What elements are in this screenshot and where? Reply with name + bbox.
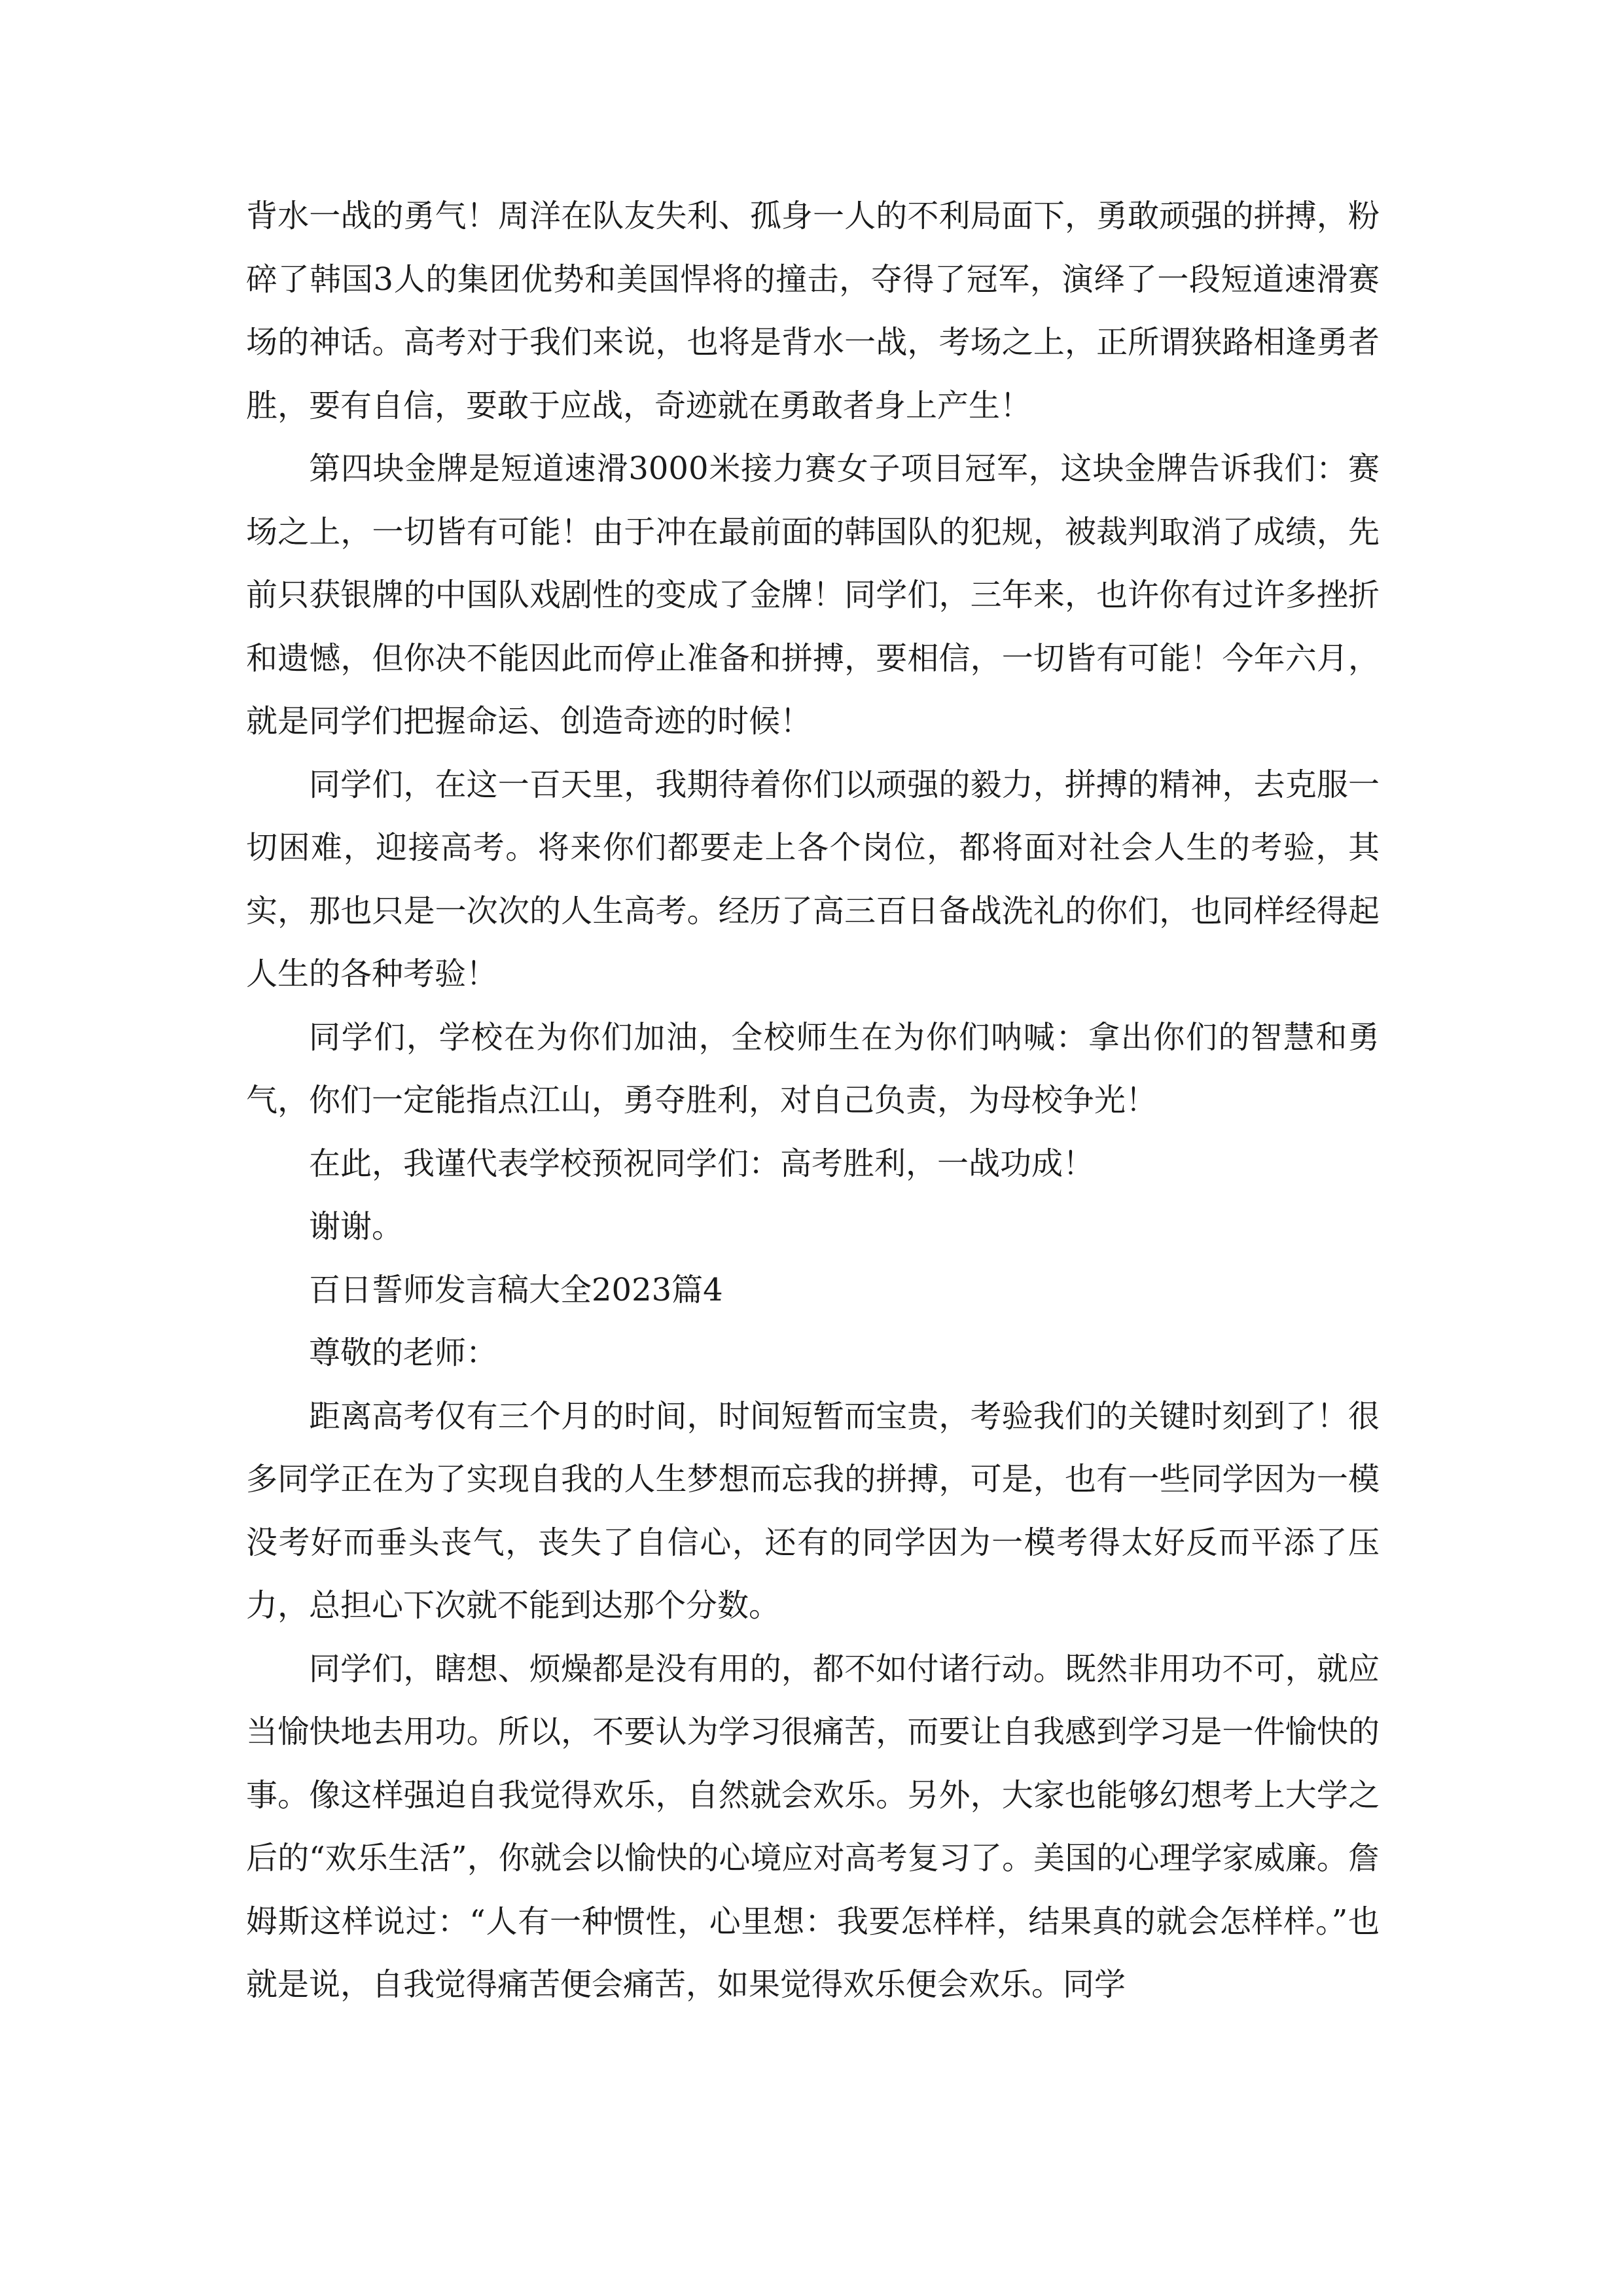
paragraph-4: 同学们，学校在为你们加油，全校师生在为你们呐喊：拿出你们的智慧和勇气，你们一定能指点江山，勇夺胜利，对自己负责，为母校争光！ [246, 1018, 1380, 1119]
paragraph-9: 距离高考仅有三个月的时间，时间短暂而宝贵，考验我们的关键时刻到了！很多同学正在为了实现自我的人生梦想而忘我的拼搏，可是，也有一些同学因为一模没考好而垂头丧气，丧失了自信心，还有的同学因为一模考得太好反而平添了压力，总担心下次就不能到达那个分数。 [246, 1397, 1380, 1624]
salutation: 尊敬的老师： [309, 1335, 498, 1371]
paragraph-10: 同学们，瞎想、烦燥都是没有用的，都不如付诸行动。既然非用功不可，就应当愉快地去用功。所以，不要认为学习很痛苦，而要让自我感到学习是一件愉快的事。像这样强迫自我觉得欢乐，自然就会欢乐。另外，大家也能够幻想考上大学之后的“欢乐生活”，你就会以愉快的心境应对高考复习了。美国的心理学家威廉。詹姆斯这样说过：“人有一种惯性，心里想：我要怎样样，结果真的就会怎样样。”也就是说，自我觉得痛苦便会痛苦，如果觉得欢乐便会欢乐。同学 [246, 1650, 1380, 2003]
document-body [246, 185, 1380, 2017]
paragraph-5: 在此，我谨代表学校预祝同学们：高考胜利，一战功成！ [309, 1145, 1095, 1182]
section-heading: 百日誓师发言稿大全2023篇4 [309, 1271, 723, 1308]
paragraph-3: 同学们，在这一百天里，我期待着你们以顽强的毅力，拼搏的精神，去克服一切困难，迎接高考。将来你们都要走上各个岗位，都将面对社会人生的考验，其实，那也只是一次次的人生高考。经历了高三百日备战洗礼的你们，也同样经得起人生的各种考验！ [246, 766, 1380, 992]
paragraph-2: 第四块金牌是短道速滑3000米接力赛女子项目冠军，这块金牌告诉我们：赛场之上，一切皆有可能！由于冲在最前面的韩国队的犯规，被裁判取消了成绩，先前只获银牌的中国队戏剧性的变成了金牌！同学们，三年来，也许你有过许多挫折和遗憾，但你决不能因此而停止准备和拼搏，要相信，一切皆有可能！今年六月，就是同学们把握命运、创造奇迹的时候！ [246, 450, 1380, 740]
paragraph-1: 背水一战的勇气！周洋在队友失利、孤身一人的不利局面下，勇敢顽强的拼搏，粉碎了韩国3人的集团优势和美国悍将的撞击，夺得了冠军，演绎了一段短道速滑赛场的神话。高考对于我们来说，也将是背水一战，考场之上，正所谓狭路相逢勇者胜，要有自信，要敢于应战，奇迹就在勇敢者身上产生！ [246, 198, 1380, 424]
closing-thanks: 谢谢。 [309, 1208, 404, 1245]
